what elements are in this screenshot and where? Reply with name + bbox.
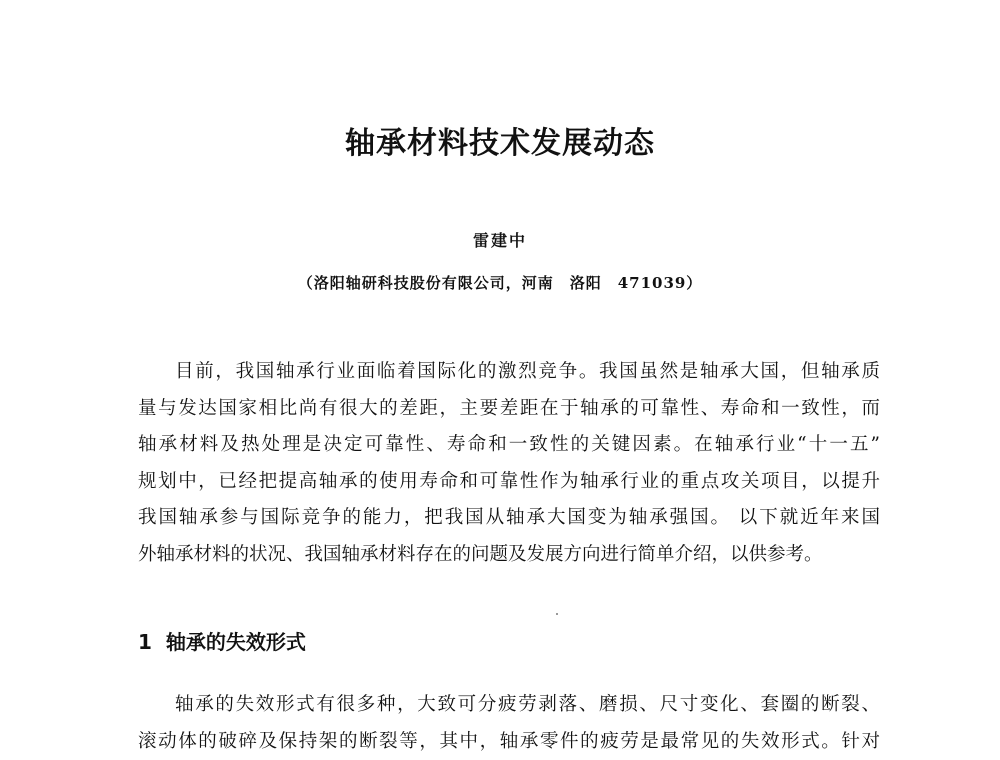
paragraph-line: 量与发达国家相比尚有很大的差距，主要差距在于轴承的可靠性、寿命和一致性，而 [138,397,880,419]
author-affiliation: （洛阳轴研科技股份有限公司，河南 洛阳 471039） [297,274,703,292]
section-title: 轴承的失效形式 [165,630,306,654]
paragraph-line: 规划中，已经把提高轴承的使用寿命和可靠性作为轴承行业的重点攻关项目，以提升 [138,470,880,492]
section-paragraph [138,687,880,760]
paragraph-line: 外轴承材料的状况、我国轴承材料存在的问题及发展方向进行简单介绍，以供参考。 [138,543,823,565]
paragraph-line: 我国轴承参与国际竞争的能力，把我国从轴承大国变为轴承强国。 以下就近年来国 [138,507,880,528]
scan-speck [556,613,558,615]
paper-title: 轴承材料技术发展动态 [345,126,655,161]
paragraph-line: 滚动体的破碎及保持架的断裂等，其中，轴承零件的疲劳是最常见的失效形式。针对 [138,730,880,752]
author-name: 雷建中 [472,231,527,250]
section-number: 1 [138,630,152,654]
intro-paragraph [138,354,880,573]
paragraph-line: 轴承的失效形式有很多种，大致可分疲劳剥落、磨损、尺寸变化、套圈的断裂、 [175,694,880,715]
paragraph-line: 目前，我国轴承行业面临着国际化的激烈竞争。我国虽然是轴承大国，但轴承质 [175,361,880,382]
section-heading [138,627,306,657]
paragraph-line: 轴承材料及热处理是决定可靠性、寿命和一致性的关键因素。在轴承行业“十一五” [138,434,880,455]
